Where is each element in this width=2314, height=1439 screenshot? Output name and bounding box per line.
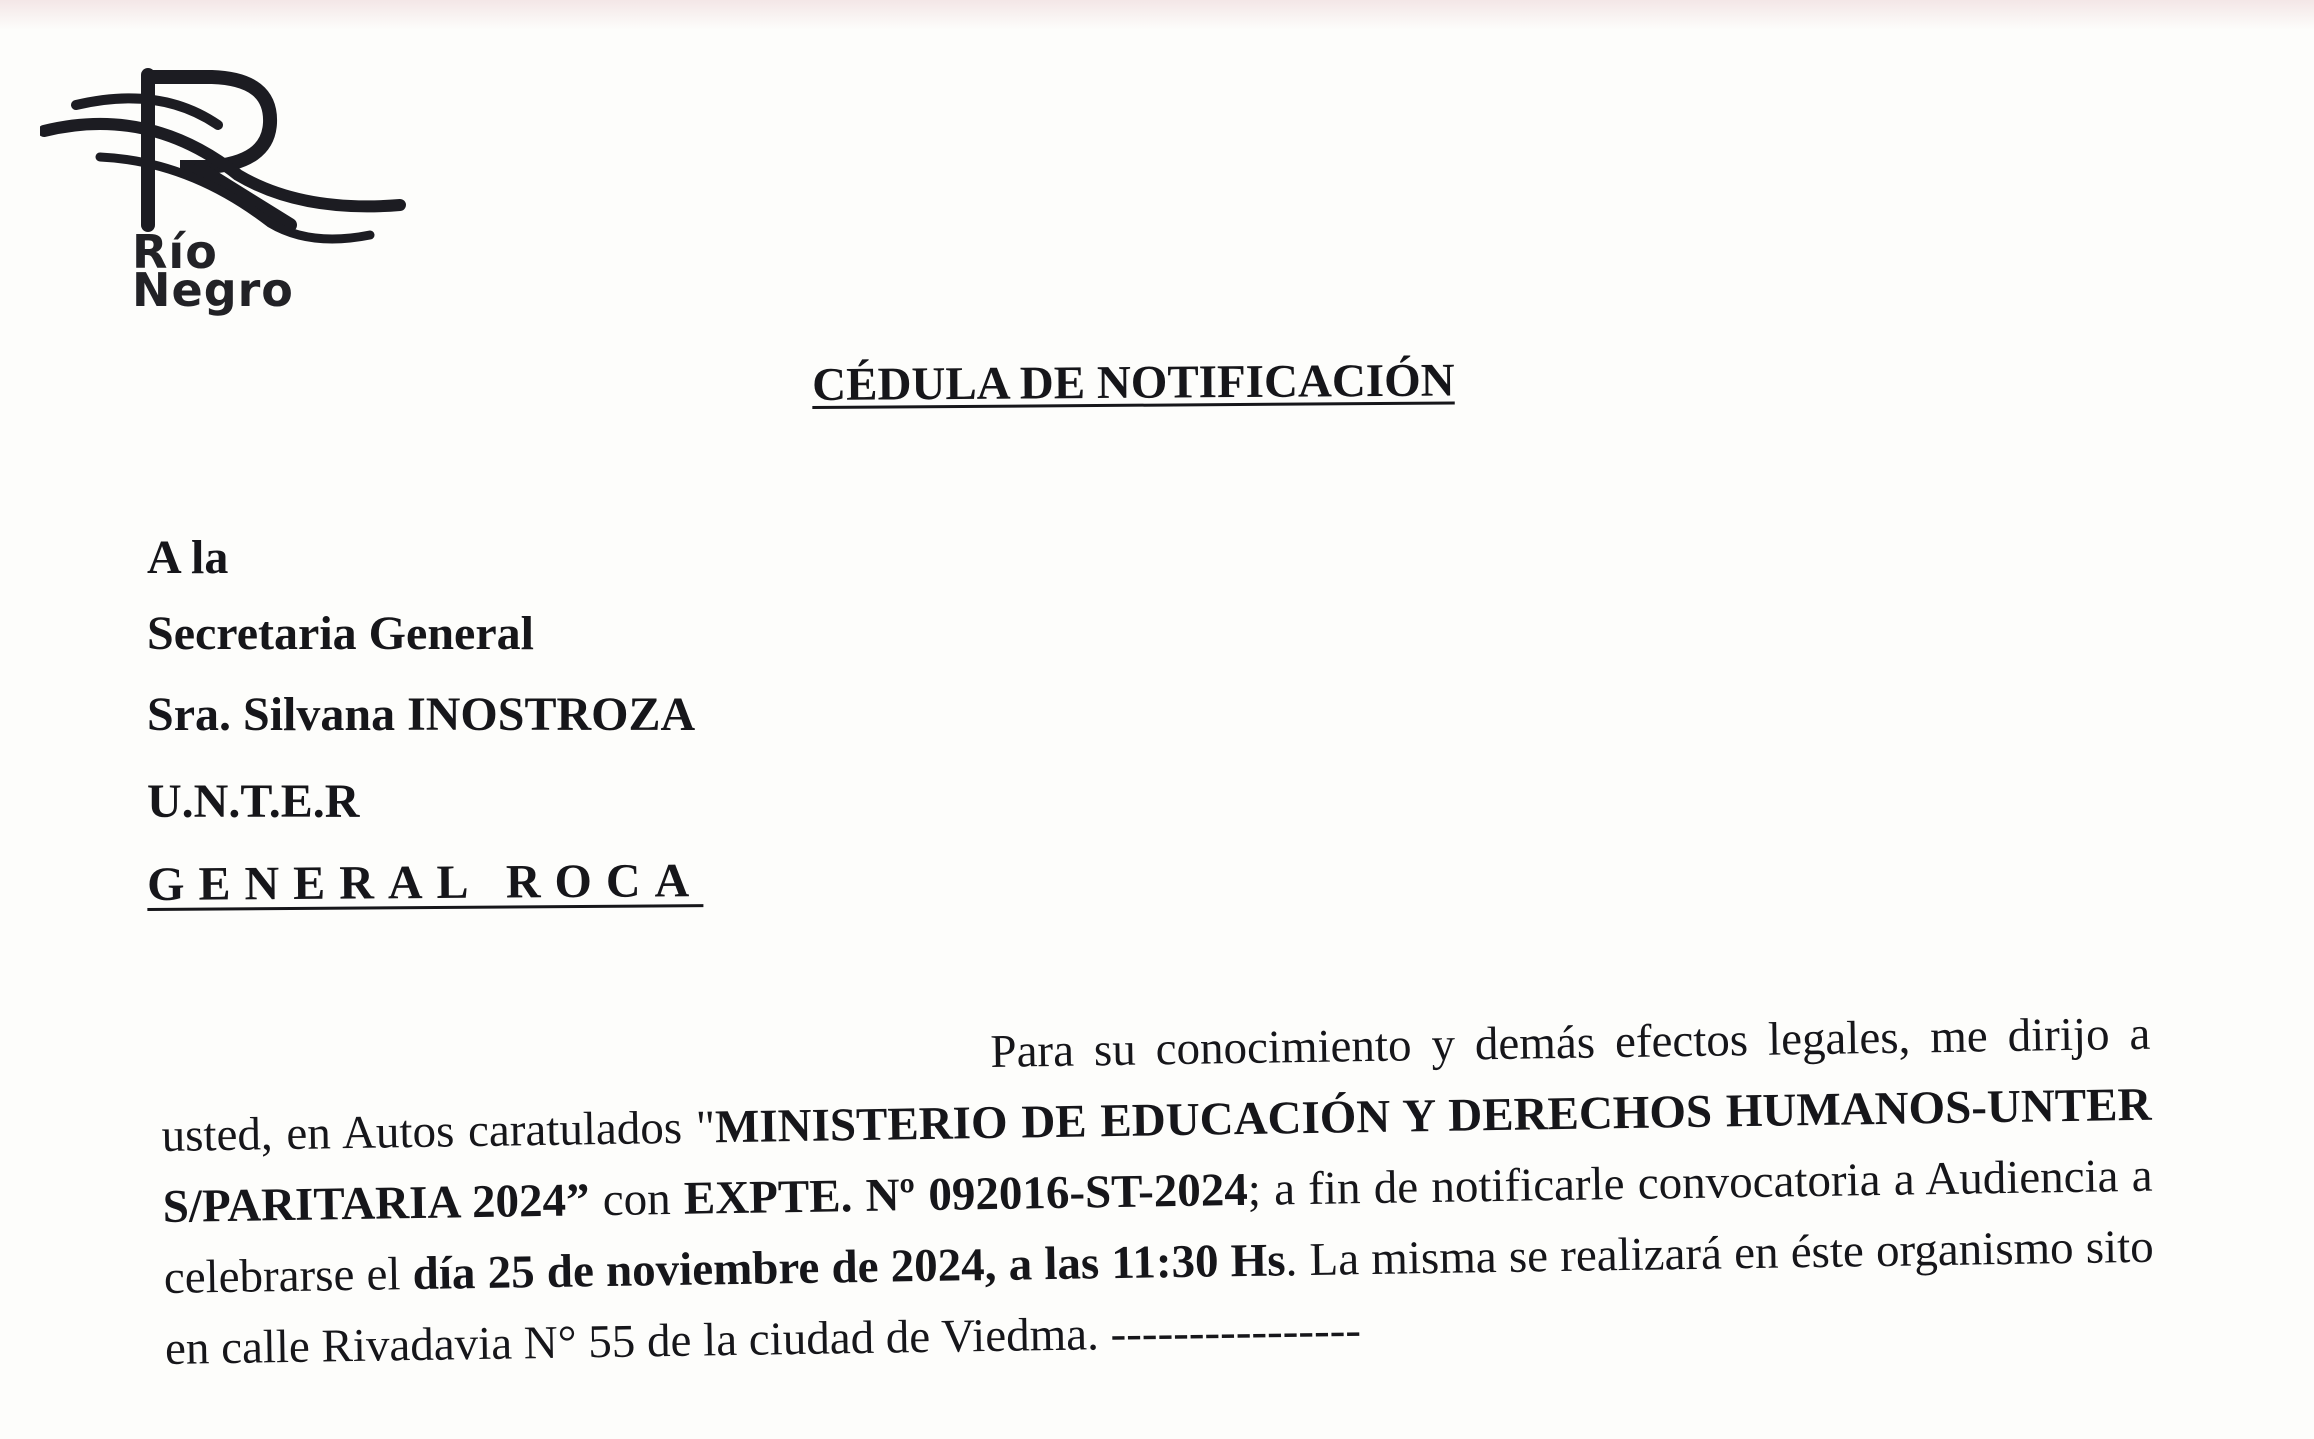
expediente-number: EXPTE. Nº 092016-ST-2024 bbox=[683, 1163, 1249, 1225]
addressee-line-1: A la bbox=[147, 531, 229, 584]
rio-negro-emblem-icon bbox=[40, 65, 410, 255]
body-part-4 bbox=[996, 1239, 1009, 1291]
notification-body bbox=[160, 999, 2155, 1385]
logo-line-2: Negro bbox=[132, 263, 294, 317]
rio-negro-logo bbox=[40, 65, 410, 330]
addressee-line-4: U.N.T.E.R bbox=[147, 775, 360, 828]
body-part-3: ; a fin de notificarle convocatoria a Audiencia a celebrarse el bbox=[163, 1149, 2153, 1304]
case-title: MINISTERIO DE EDUCACIÓN Y DERECHOS HUMANOS-UNTER S/PARITARIA 2024” bbox=[162, 1078, 2152, 1233]
addressee-line-3: Sra. Silvana INOSTROZA bbox=[147, 688, 696, 741]
body-part-2: con bbox=[589, 1172, 685, 1227]
document-title: CÉDULA DE NOTIFICACIÓN bbox=[812, 354, 1455, 411]
addressee-city: GENERAL ROCA bbox=[147, 854, 704, 911]
addressee-line-2: Secretaria General bbox=[147, 607, 534, 660]
hearing-date: día 25 de noviembre de 2024, bbox=[412, 1238, 997, 1301]
hearing-time: a las 11:30 Hs bbox=[1008, 1234, 1286, 1291]
logo-line-1: Río bbox=[132, 225, 218, 279]
logo-wordmark bbox=[132, 225, 294, 317]
scan-edge bbox=[0, 0, 2314, 30]
body-part-1: Para su conocimiento y demás efectos legales, me dirijo a usted, en Autos caratulados " bbox=[161, 1007, 2151, 1162]
body-part-5: . La misma se realizará en éste organismo sito en calle Rivadavia N° 55 de la ciudad de Viedma. ---------------- bbox=[164, 1220, 2155, 1375]
